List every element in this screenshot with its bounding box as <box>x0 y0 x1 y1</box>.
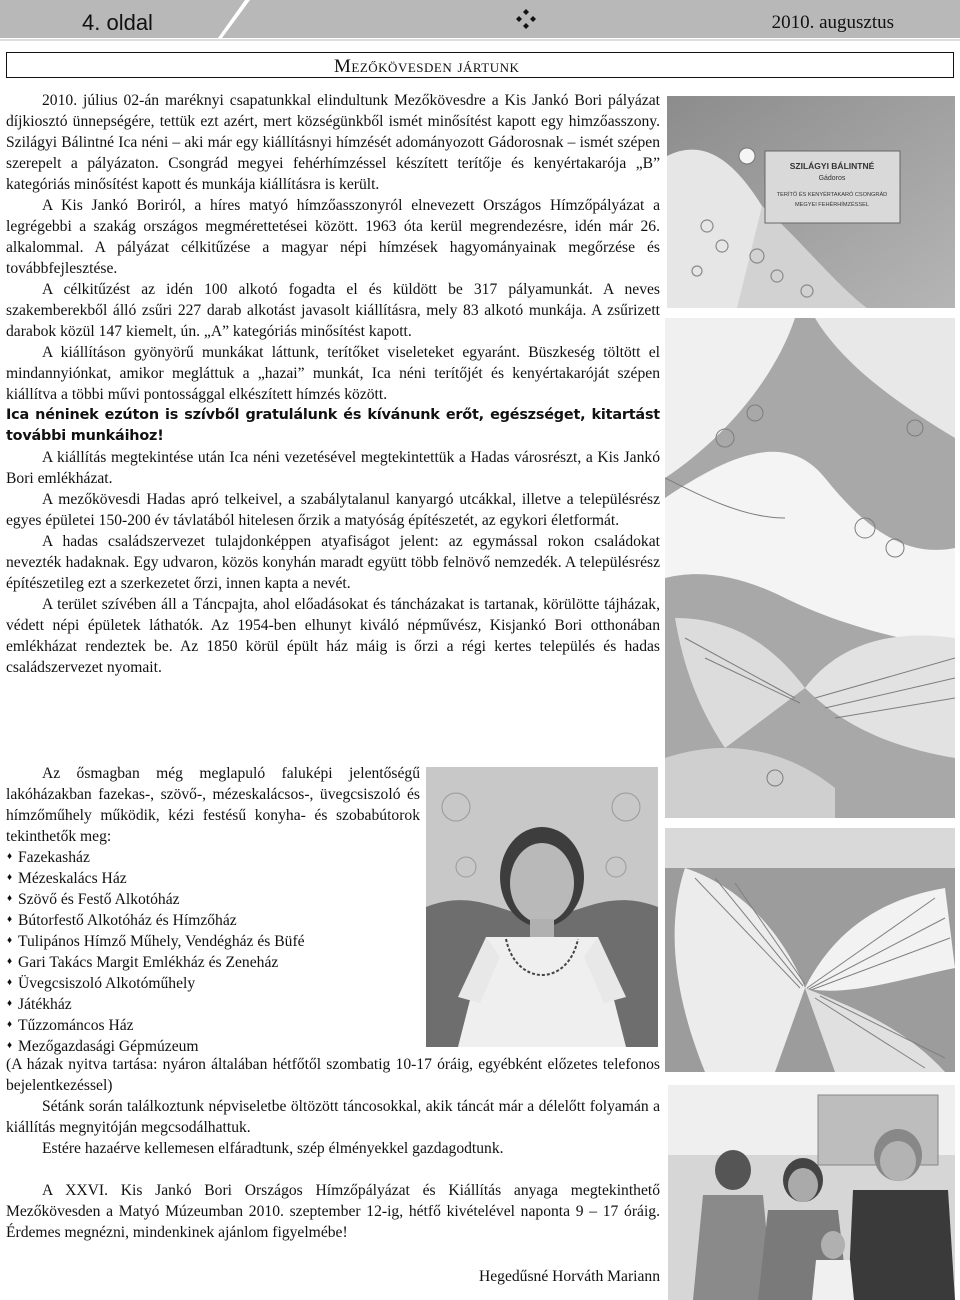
article-title-text <box>334 55 604 77</box>
opening-hours: (A házak nyitva tartása: nyáron általában hétfőtől szombatig 10-17 óráig, egyébként előzetes telefonos bejelentkezéssel) <box>6 1056 660 1094</box>
label-card-name: SZILÁGYI BÁLINTNÉ <box>789 161 875 171</box>
paragraph-dancers: Sétánk során találkoztunk népviseletbe öltözött táncosokkal, akik táncát már a délelőtt folyamán a kiállítás megnyitóján megcsodálhattuk. <box>6 1098 660 1136</box>
list-item: ♦ Tűzzománcos Ház <box>6 1015 420 1036</box>
label-card-town: Gádoros <box>818 175 846 182</box>
paragraph-tancpajta: A terület szívében áll a Táncpajta, ahol előadásokat és táncházakat is tartanak, körülötte tájházak, védett népi épületek láthatók. Az 1954-ben elhunyt kiváló népművész, Kisjankó Bori otthonában emlékházat rendeztek be. Az 1850 körül épült ház máig is őrzi a régi kertes település és hadas családszervezet nyomait. <box>6 596 660 676</box>
paragraph-exhibition: A kiállításon gyönyörű munkákat láttunk, terítőket viseleteket egyaránt. Büszkeség töltött el mindannyiónkat, amikor megláttuk a „hazai” munkát, Ica néni terítőjét és kenyértakaróját szépen kiállítva a többi művi pontossággal elkészített hímzés között. <box>6 344 660 403</box>
congratulation-text: Ica néninek ezúton is szívből gratulálunk és kívánunk erőt, egészséget, kitartást további munkáihoz! <box>6 407 660 444</box>
paragraph-hadas-visit: A kiállítás megtekintése után Ica néni vezetésével megtekintettük a Hadas városrészt, a Kis Jankó Bori emlékházat. <box>6 449 660 487</box>
ornament-icon <box>515 8 537 35</box>
photo-child <box>426 767 658 1047</box>
photo-embroidery-label <box>667 96 955 308</box>
page-number: 4. oldal <box>82 10 153 35</box>
list-item: ♦ Gari Takács Margit Emlékház és Zeneház <box>6 952 420 973</box>
list-item: ♦ Bútorfestő Alkotóház és Hímzőház <box>6 910 420 931</box>
article-body-top <box>6 90 660 678</box>
list-item: ♦ Mezőgazdasági Gépmúzeum <box>6 1036 420 1057</box>
list-item: ♦ Mézeskalács Ház <box>6 868 420 889</box>
photo-whitework-large <box>665 828 955 1072</box>
paragraph-home: Estére hazaérve kellemesen elfáradtunk, szép élményekkel gazdagodtunk. <box>42 1140 504 1157</box>
list-item: ♦ Játékház <box>6 994 420 1015</box>
list-item: ♦ Üvegcsiszoló Alkotóműhely <box>6 973 420 994</box>
paragraph-workshops: Az ősmagban még meglapuló faluképi jelentőségű lakóházakban fazekas-, szövő-, mézeskalácsos-, üvegcsiszoló és hímzőműhely működik, kézi festésű konyha- és szobabútorok tekinthetők meg: <box>6 765 420 845</box>
photo-whitework-fans <box>665 318 955 818</box>
label-card-line1: TERÍTŐ ÉS KENYÉRTAKARÓ CSONGRÁD <box>776 192 888 198</box>
paragraph-competition: A Kis Jankó Boriról, a híres matyó hímzőasszonyról elnevezett Országos Hímzőpályázat a legrégebbi a szakág országos megmérettetései között. 1963 óta kerül megrendezésre, idén már 26. alkalommal. A pályázat célkitűzése a magyar népi hímzések hagyományainak megőrzése és továbbfejlesztése. <box>6 197 660 277</box>
paragraph-stats: A célkitűzést az idén 100 alkotó fogadta el és küldött be 317 pályamunkát. A neves szakemberekből álló zsűri 227 darab alkotást javasolt kiállításra, mely 83 alkotó munkája. A zsűrizett darabok közül 147 kiemelt, ún. „A” kategóriás minősítést kapott. <box>6 281 660 340</box>
issue-date: 2010. augusztus <box>771 12 894 33</box>
article-title <box>334 55 604 83</box>
paragraph-intro: 2010. július 02-án maréknyi csapatunkkal elindultunk Mezőkövesdre a Kis Jankó Bori pályázat díjkiosztó ünnepségére, tettük ezt azért, mert községünkből ismét minősítést kapott egy himzőasszony. Szilágyi Bálintné Ica néni – aki már egy kiállításnyi hímzését adományozott Gádorosnak – ismét szépen szerepelt a pályázaton. Csongrád megyei fehérhímzéssel készített terítője és kenyértakarója „B” kategóriás minősítést kapott és munkája kiállításra is került. <box>6 92 660 193</box>
list-item: ♦ Szövő és Festő Alkotóház <box>6 889 420 910</box>
label-card-line2: MEGYEI FEHÉRHÍMZÉSSEL <box>795 202 869 208</box>
paragraph-hadas-streets: A mezőkövesdi Hadas apró telkeivel, a szabálytalanul kanyargó utcákkal, illetve a településrész egyes épületei 150-200 év távlatából hitelesen őrzik a matyóság építészetét, az egykori életformát. <box>6 491 660 529</box>
list-item: ♦ Tulipános Hímző Műhely, Vendégház és Büfé <box>6 931 420 952</box>
author-signature: Hegedűsné Horváth Mariann <box>478 1268 660 1285</box>
paragraph-closing: A XXVI. Kis Jankó Bori Országos Hímzőpályázat és Kiállítás anyaga megtekinthető Mezőkövesden a Matyó Múzeumban 2010. szeptember 12-ig, hétfő kivételével naponta 9 – 17 óráig. Érdemes megnézni, mindenkinek ajánlom figyelmébe! <box>6 1182 660 1241</box>
paragraph-hadas-family: A hadas családszervezet tulajdonképpen atyafiságot jelent: az egymással rokon családokat nevezték hadaknak. Egy udvaron, közös konyhán maradt együtt több felnövő nemzedék. A településrész építészetileg ezt a szerkezetet őrzi, innen kapta a nevét. <box>6 533 660 592</box>
list-item: ♦ Fazekasház <box>6 847 420 868</box>
svg-text:Mezőkövesden jártunk: Mezőkövesden jártunk <box>334 56 520 77</box>
article-body-list <box>6 763 420 1057</box>
house-list <box>6 847 420 1057</box>
article-body-end <box>6 1054 660 1243</box>
photo-group <box>668 1085 955 1300</box>
